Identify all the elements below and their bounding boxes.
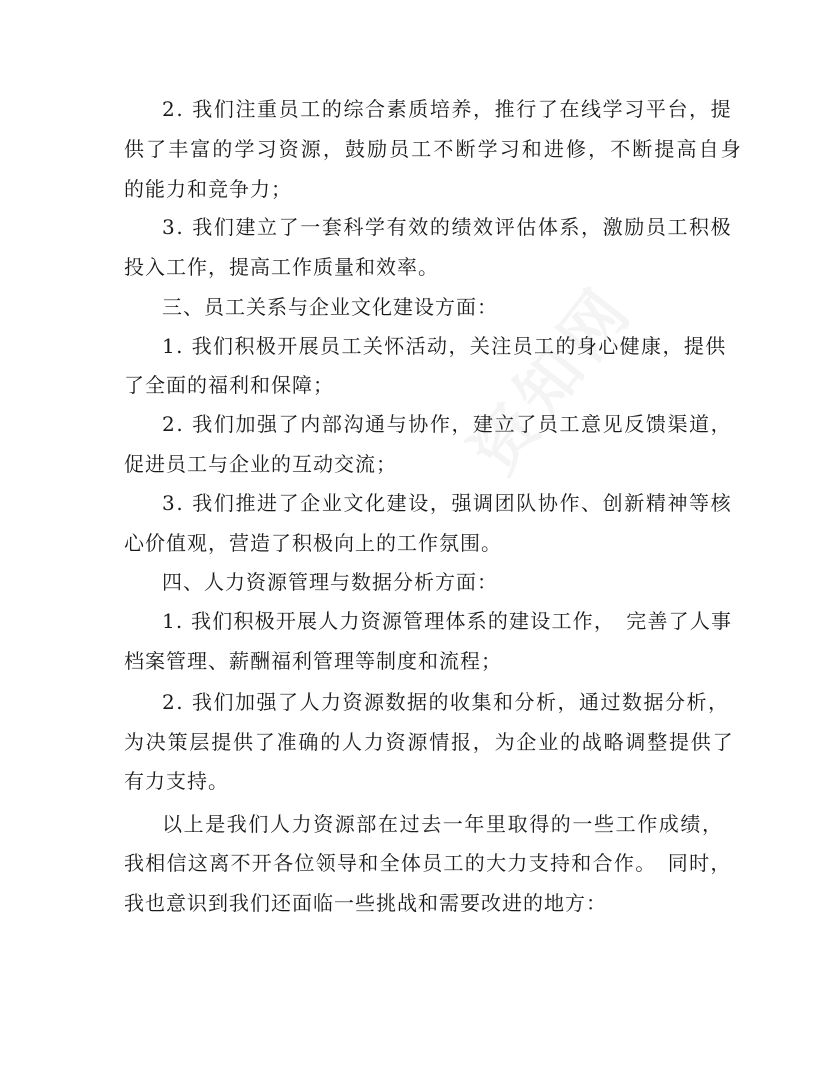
paragraph-line: 3. 我们推进了企业文化建设，强调团队协作、创新精神等核 — [162, 491, 733, 515]
paragraph-line: 我相信这离不开各位领导和全体员工的大力支持和合作。 同时， — [124, 851, 732, 875]
paragraph-line: 投入工作，提高工作质量和效率。 — [124, 255, 439, 279]
section-heading: 四、人力资源管理与数据分析方面： — [162, 570, 498, 594]
paragraph-line: 2. 我们加强了人力资源数据的收集和分析，通过数据分析， — [162, 690, 730, 714]
paragraph-line: 供了丰富的学习资源，鼓励员工不断学习和进修，不断提高自身 — [124, 137, 743, 161]
paragraph-line: 档案管理、薪酬福利管理等制度和流程； — [124, 649, 502, 673]
paragraph-line: 促进员工与企业的互动交流； — [124, 452, 397, 476]
paragraph-line: 2. 我们注重员工的综合素质培养，推行了在线学习平台，提 — [162, 97, 733, 121]
paragraph-line: 的能力和竞争力； — [124, 177, 292, 201]
paragraph-line: 为决策层提供了准确的人力资源情报，为企业的战略调整提供了 — [124, 730, 735, 754]
paragraph-line: 以上是我们人力资源部在过去一年里取得的一些工作成绩， — [162, 812, 724, 836]
section-heading: 三、员工关系与企业文化建设方面： — [162, 295, 498, 319]
paragraph-line: 2. 我们加强了内部沟通与协作，建立了员工意见反馈渠道， — [162, 412, 733, 436]
paragraph-line: 1. 我们积极开展人力资源管理体系的建设工作， 完善了人事 — [162, 609, 733, 633]
paragraph-line: 1. 我们积极开展员工关怀活动，关注员工的身心健康，提供 — [162, 334, 727, 358]
paragraph-line: 心价值观，营造了积极向上的工作氛围。 — [124, 531, 502, 555]
paragraph-line: 有力支持。 — [124, 769, 229, 793]
paragraph-line: 3. 我们建立了一套科学有效的绩效评估体系，激励员工积极 — [162, 215, 733, 239]
paragraph-line: 我也意识到我们还面临一些挑战和需要改进的地方： — [124, 891, 607, 915]
paragraph-line: 了全面的福利和保障； — [124, 373, 334, 397]
